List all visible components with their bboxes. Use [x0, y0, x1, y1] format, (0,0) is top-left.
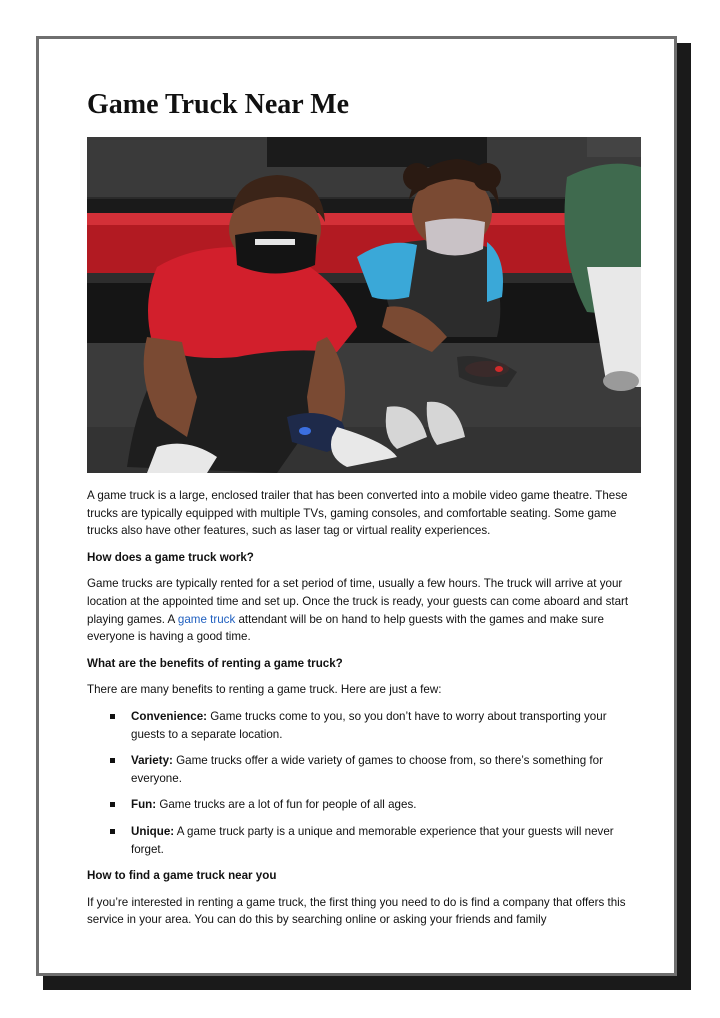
benefits-list — [87, 708, 641, 858]
game-truck-link[interactable]: game truck — [177, 612, 236, 626]
bullet-text: Game trucks come to you, so you don’t have to worry about transporting your guests to a separate location. — [131, 709, 607, 741]
bullet-term: Convenience: — [131, 709, 208, 723]
bullet-text: Game trucks offer a wide variety of games to choose from, so there’s something for everyone. — [131, 754, 603, 785]
paragraph-text: attendant will be on hand to help guests with the games and make sure everyone is having a good time. — [87, 612, 604, 644]
list-item — [131, 823, 641, 858]
section-heading-how-it-works: How does a game truck work? — [87, 550, 254, 564]
section-heading-benefits: What are the benefits of renting a game truck? — [87, 656, 343, 670]
bullet-square-icon — [110, 829, 115, 834]
article-body — [87, 487, 641, 938]
bullet-square-icon — [110, 714, 115, 719]
find-paragraph: If you’re interested in renting a game truck, the first thing you need to do is find a company that offers this service in your area. You can do this by searching online or asking your friends and family — [87, 895, 626, 927]
list-item — [131, 796, 641, 814]
bullet-term: Unique: — [131, 824, 175, 838]
document-page — [36, 36, 677, 976]
list-item — [131, 708, 641, 743]
bullet-text: Game trucks are a lot of fun for people of all ages. — [156, 798, 417, 812]
bullet-term: Variety: — [131, 754, 173, 768]
page-title: Game Truck Near Me — [87, 89, 350, 120]
bullet-square-icon — [110, 802, 115, 807]
bullet-term: Fun: — [131, 798, 157, 812]
how-it-works-paragraph — [87, 575, 641, 645]
list-item — [131, 752, 641, 787]
bullet-text: A game truck party is a unique and memorable experience that your guests will never forget. — [131, 824, 614, 856]
section-heading-find: How to find a game truck near you — [87, 869, 277, 883]
intro-paragraph: A game truck is a large, enclosed trailer that has been converted into a mobile video game theatre. These trucks are typically equipped with multiple TVs, gaming consoles, and comfortable seating. Some game trucks also have other features, such as laser tag or virtual reality experiences. — [87, 489, 628, 538]
bullet-square-icon — [110, 758, 115, 763]
benefits-intro: There are many benefits to renting a game truck. Here are just a few: — [87, 683, 442, 697]
photo-image — [87, 137, 641, 473]
paragraph-text: Game trucks are typically rented for a set period of time, usually a few hours. The truck will arrive at your location at the appointed time and set up. Once the truck is ready, your guests can come aboard and start playing games. A — [87, 577, 629, 626]
